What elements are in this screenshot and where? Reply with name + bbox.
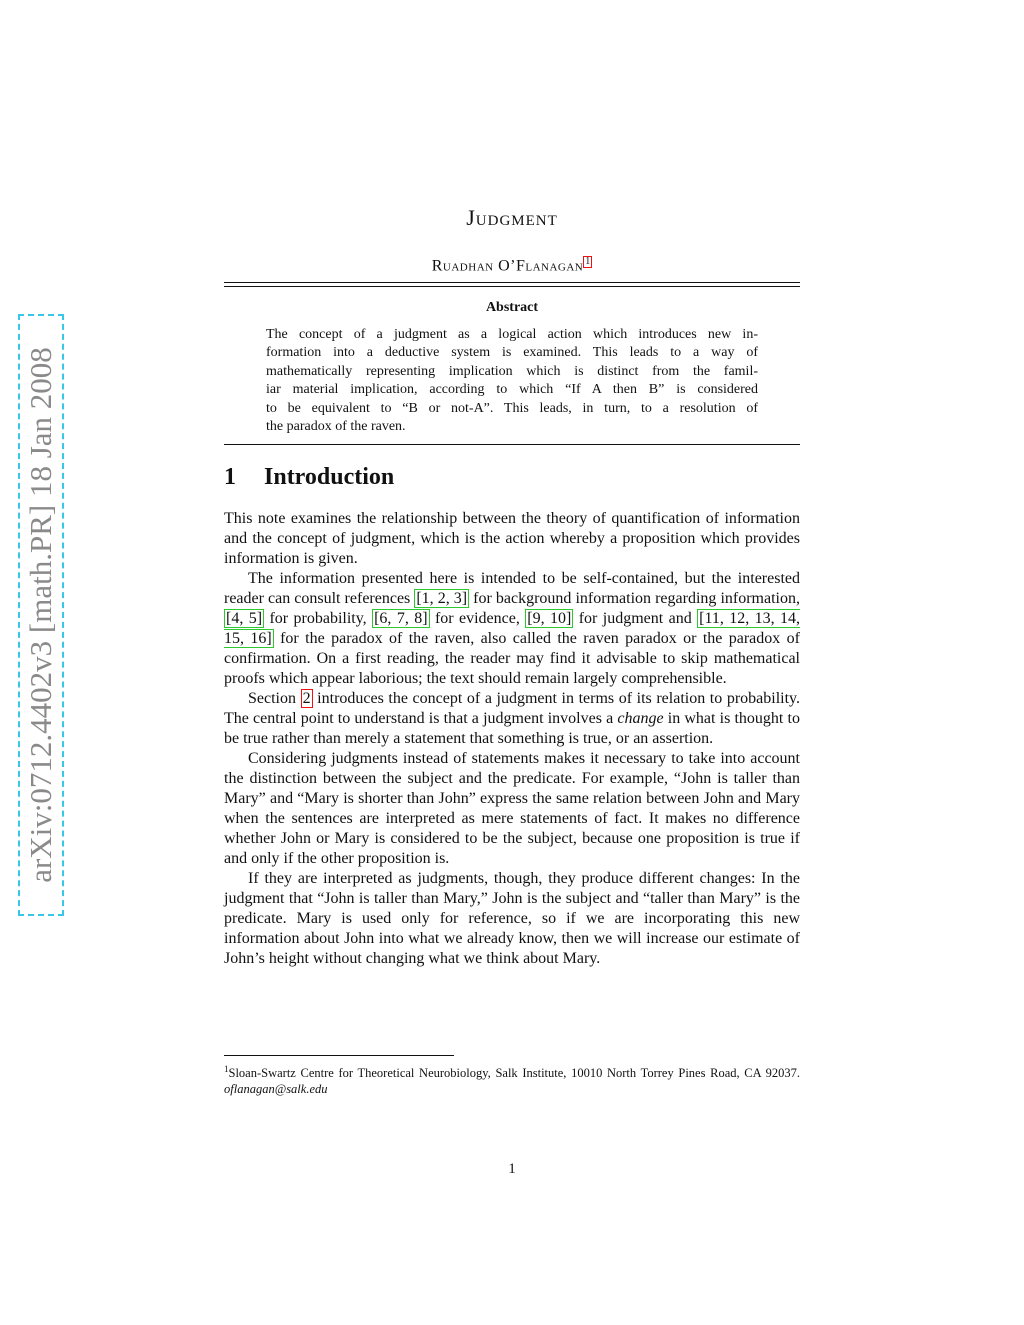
footnote-rule xyxy=(224,1055,454,1056)
author-name: Ruadhan O’Flanagan xyxy=(431,257,584,275)
section-number: 1 xyxy=(224,464,236,490)
paragraph-text: for probability, xyxy=(264,610,373,627)
paragraph-text: for evidence, xyxy=(429,610,526,627)
section-reference-link[interactable]: 2 xyxy=(302,690,311,707)
paragraph-4: Considering judgments instead of statements makes it necessary to take into account the distinction between the subject and the predicate. For example, “John is taller than Mary” and “Mary is shorter than John” express the same relation between John and Mary when the sentences are interpreted as mere statements of fact. It makes no difference whether John or Mary is considered to be the subject, because one proposition is true if and only if the other proposition is. xyxy=(224,750,800,867)
paragraph-text: for the paradox of the raven, also called the raven paradox or the paradox of confirmation. On a first reading, the reader may find it advisable to skip mathematical proofs which appear laborious; the text should remain largely comprehensible. xyxy=(224,630,801,687)
arxiv-identifier: arXiv:0712.4402v3 [math.PR] 18 Jan 2008 xyxy=(23,347,58,883)
footnote-mark: 1 xyxy=(224,1064,229,1074)
paper-title: Judgment xyxy=(466,205,558,230)
top-rule-2 xyxy=(224,286,800,287)
paragraph-1: This note examines the relationship between the theory of quantification of information and the concept of judgment, which is the action whereby a proposition which provides information is given. xyxy=(224,510,800,567)
abstract-line: iar material implication, according to which “If A then B” is considered xyxy=(266,382,758,398)
abstract-line: The concept of a judgment as a logical action which introduces new in- xyxy=(266,327,758,342)
footnote xyxy=(224,1061,800,1097)
paragraph-2 xyxy=(224,569,800,689)
paragraph-text: The information presented here is intended to be self-contained, but the interested reader can consult references xyxy=(224,570,800,607)
citation-link[interactable]: [4, 5] xyxy=(226,610,263,627)
body-text xyxy=(224,509,800,969)
paragraph-3 xyxy=(224,689,800,749)
paragraph-5: If they are interpreted as judgments, though, they produce different changes: In the judgment that “John is taller than Mary,” John is the subject and “taller than Mary” is the predicate. Mary is used only for reference, so if we are incorporating this new information about John into what we already know, then we will increase our estimate of John’s height without changing what we think about Mary. xyxy=(224,870,800,967)
abstract-line: to be equivalent to “B or not-A”. This leads, in turn, to a resolution of xyxy=(266,400,758,416)
abstract-heading: Abstract xyxy=(485,300,539,315)
abstract-line: formation into a deductive system is examined. This leads to a way of xyxy=(266,345,758,361)
top-rule-1 xyxy=(224,282,800,283)
abstract-line: mathematically representing implication which is distinct from the famil- xyxy=(266,363,758,379)
emphasis-text: change xyxy=(617,710,664,727)
section-heading xyxy=(224,464,800,491)
footnote-email[interactable]: oflanagan@salk.edu xyxy=(224,1082,328,1097)
section-title: Introduction xyxy=(264,464,395,490)
author-line xyxy=(224,256,800,275)
citation-link[interactable]: [9, 10] xyxy=(527,610,572,627)
page-number: 1 xyxy=(508,1161,516,1177)
author-footnote-link[interactable]: 1 xyxy=(585,256,591,267)
paragraph-text: Section xyxy=(248,690,301,707)
footnote-text: Sloan-Swartz Centre for Theoretical Neurobiology, Salk Institute, 10010 North Torrey Pines Road, CA 92037. xyxy=(228,1066,800,1081)
paragraph-text: for judgment and xyxy=(573,610,698,627)
citation-link[interactable]: [11, 12, 13, 14, 15, 16] xyxy=(224,610,801,647)
abstract-bottom-rule xyxy=(224,444,800,445)
paragraph-text: for background information regarding information, xyxy=(469,590,800,607)
citation-link[interactable]: [6, 7, 8] xyxy=(374,610,428,627)
paragraph-text: in what is thought to be true rather than merely a statement that something is true, or an assertion. xyxy=(224,710,800,747)
citation-link[interactable]: [1, 2, 3] xyxy=(416,590,468,607)
paragraph-text: introduces the concept of a judgment in terms of its relation to probability. The central point to understand is that a judgment involves a xyxy=(224,690,801,727)
abstract-line: the paradox of the raven. xyxy=(266,418,406,434)
abstract-body xyxy=(266,326,758,436)
